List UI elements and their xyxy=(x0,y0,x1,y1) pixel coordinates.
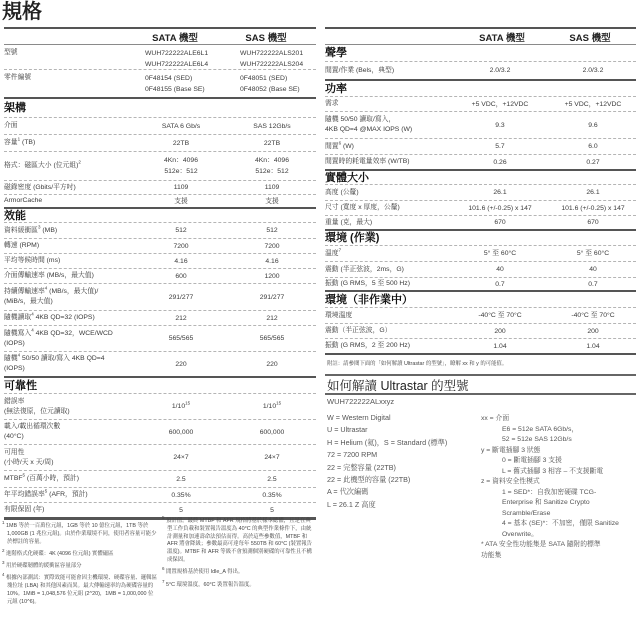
row-label xyxy=(325,112,412,138)
sata-value: 4.16 xyxy=(174,257,188,265)
footnote xyxy=(162,578,316,590)
row-label: 型號 xyxy=(4,49,18,56)
footnotes-left xyxy=(2,520,158,611)
spec-row xyxy=(4,471,316,488)
decode-subitem: 0 = 斷電插腳 3 支援 xyxy=(502,457,562,464)
label-text: (百萬小時，預計) xyxy=(25,475,80,482)
label-text: 50/50 讀取/寫入 4KB QD=4 xyxy=(20,355,105,362)
sas-value: 5 xyxy=(270,506,274,514)
row-label xyxy=(325,139,354,154)
row-label xyxy=(4,326,113,351)
row-label: 有限保固 (年) xyxy=(4,506,45,513)
row-label: 震動 (半正弦波，2ms，G) xyxy=(325,265,404,273)
sata-value xyxy=(145,70,245,97)
sata-value: 565/565 xyxy=(168,335,194,342)
label-line-2: (IOPS) xyxy=(4,365,25,372)
footnote-text: 用於硬碟韌體的緩衝區容量部分 xyxy=(6,563,82,570)
row-label: 振動 (G RMS，5 至 500 Hz) xyxy=(325,280,410,287)
model-decode-list-right xyxy=(481,414,640,561)
sata-value: +5 VDC，+12VDC xyxy=(471,100,529,108)
decode-subitem: L = 舊式插腳 3 相容 – 不支援斷電 xyxy=(502,467,604,475)
footnote-ref: 3 xyxy=(37,224,41,230)
footnote-number: 5 xyxy=(162,515,165,521)
sas-value: 40 xyxy=(589,266,597,273)
sas-value: 565/565 xyxy=(259,335,285,342)
sas-value: 5° 至 60°C xyxy=(576,250,610,257)
sata-value: 支援 xyxy=(174,197,188,205)
label-line-2: 4KB QD=4 @MAX IOPS (W) xyxy=(325,126,413,133)
decode-subitem: E6 = 512e SATA 6Gb/s， xyxy=(502,425,579,433)
sas-value: +5 VDC，+12VDC xyxy=(564,100,622,108)
value-text: 1/10 xyxy=(171,403,186,410)
sas-value: 24×7 xyxy=(264,454,280,461)
sas-value: 101.6 (+/-0.25) x 147 xyxy=(561,204,625,212)
sas-value: 600,000 xyxy=(259,428,285,436)
row-label xyxy=(4,394,70,419)
sata-value: SATA 6 Gb/s xyxy=(161,122,201,130)
spec-row xyxy=(4,181,316,195)
row-label xyxy=(4,135,35,151)
row-label: 磁錄密度 (Gbits/平方吋) xyxy=(4,183,76,191)
label-text: 容量 xyxy=(4,139,18,146)
sas-value: 212 xyxy=(266,314,278,322)
section-title: 架構 xyxy=(4,102,26,114)
footnote-number: 6 xyxy=(162,566,165,572)
row-label: 尺寸 (寬度 x 厚度，公釐) xyxy=(325,204,400,211)
sata-value: 0.35% xyxy=(171,491,191,499)
row-label: 重量 (克，最大) xyxy=(325,218,373,226)
spec-row xyxy=(325,216,636,229)
spec-row-model xyxy=(4,45,316,70)
sata-value: 5 xyxy=(179,506,183,514)
sas-model-2: WUH722222ALS204 xyxy=(240,61,304,68)
spec-row xyxy=(4,326,316,352)
spec-row xyxy=(325,339,636,353)
spec-row xyxy=(4,254,316,269)
label-text: 持續傳輸速率 xyxy=(4,288,45,295)
sata-value: -40°C 至 70°C xyxy=(478,312,522,319)
label-line-1: 隨機 50/50 讀取/寫入， xyxy=(325,116,396,123)
row-label: 閒置/作業 (Bels，典型) xyxy=(325,66,395,74)
spec-row xyxy=(4,223,316,239)
label-text: 隨機寫入 xyxy=(4,329,32,337)
label-line-2: (小時/天 x 天/周) xyxy=(4,458,54,466)
label-line-1: 載入/載出循環次數 xyxy=(4,423,61,430)
row-label: 介面傳輸速率 (MB/s，最大值) xyxy=(4,272,94,279)
footnote-ref: 2 xyxy=(78,159,81,165)
spec-row xyxy=(4,135,316,152)
sas-value: 220 xyxy=(266,360,278,368)
spec-row xyxy=(4,152,316,181)
sas-value: 1109 xyxy=(264,184,280,191)
sata-part-1: 0F48154 (SED) xyxy=(145,75,193,82)
sata-value: 5.7 xyxy=(495,143,505,150)
note-text: 附註：請參閱下面的「如何解讀 Ultrastar 的型號」，瞭解 xx 和 y 的可能值。 xyxy=(327,361,508,367)
label-text: 格式：磁區大小 (位元組) xyxy=(4,162,79,169)
footnote-text: 預計值。最終 MTBF 和 AFR 規格將基於樣本總體，且是在典型工作負載和裝置報告溫度為 40°C 的典型作業條件下，由統計測量和加速壽命法預估而得。高於這些參數值，MTBF 和 AFR 將會降級；參數最高可達每年 550TB 和 60°C (裝置報告溫度)。MTBF 和 AFR 等級不會預測個別硬碟的可靠性且不構成保固。 xyxy=(166,518,313,563)
decode-item: 72 = 7200 RPM xyxy=(327,450,378,460)
sas-value: SAS 12Gb/s xyxy=(253,122,291,130)
exponent: 15 xyxy=(276,400,282,406)
spec-row xyxy=(4,445,316,471)
sata-value: 7200 xyxy=(173,242,189,250)
footnote-text: 閒置規格基於使用 Idle_A 得出。 xyxy=(166,569,244,576)
decode-item: A = 代次編碼 xyxy=(327,487,369,497)
label-text: 隨機讀取 xyxy=(4,314,32,321)
row-label xyxy=(4,420,60,444)
section-heading-performance xyxy=(4,209,316,223)
decode-subitem: Overwrite。 xyxy=(502,530,538,538)
spec-row xyxy=(4,118,316,135)
sata-value: 5° 至 60°C xyxy=(483,250,517,257)
sata-value: 9.3 xyxy=(495,121,505,129)
sata-value: 670 xyxy=(494,219,506,226)
sata-value: 2.0/3.2 xyxy=(489,67,511,74)
spec-row xyxy=(325,97,636,112)
sata-value: 40 xyxy=(496,266,504,273)
label-text: 年平均錯誤率 xyxy=(4,491,45,498)
spec-row xyxy=(4,195,316,207)
decode-subitem: Enterprise 和 Sanitize Crypto xyxy=(502,499,590,506)
label-text: 溫度 xyxy=(325,249,339,257)
sas-value: 512 xyxy=(266,227,278,234)
spec-row xyxy=(325,201,636,216)
sas-value: 22TB xyxy=(263,139,281,147)
spec-row xyxy=(325,185,636,201)
sas-value: 0.7 xyxy=(588,280,598,288)
sas-value: 2.5 xyxy=(267,475,277,483)
section-title: 環境（非作業中） xyxy=(325,293,413,306)
sata-model-2: WUH722222ALE6L4 xyxy=(145,61,209,68)
decode-item: y = 斷電插腳 3 狀態 xyxy=(481,446,541,454)
row-label xyxy=(4,471,79,487)
label-text: MTBF xyxy=(4,475,23,482)
sas-value: 1.04 xyxy=(586,342,600,350)
section-title: 環境 (作業) xyxy=(325,232,380,244)
section-heading-environment-non-operating xyxy=(325,292,636,308)
footnote-number: 1 xyxy=(2,520,5,526)
footnote xyxy=(2,560,158,571)
spec-row xyxy=(325,278,636,290)
spec-row xyxy=(325,246,636,262)
value-line: 512e：512 xyxy=(164,168,198,175)
sas-value: 4.16 xyxy=(265,257,279,265)
label-text: 資料緩衝區 xyxy=(4,226,38,234)
row-label xyxy=(4,311,95,325)
sata-value: 22TB xyxy=(172,139,190,147)
spec-row xyxy=(4,284,316,311)
sas-value: 0.35% xyxy=(262,491,282,499)
model-decode-list-left xyxy=(327,412,447,511)
row-label xyxy=(4,488,88,502)
section-heading-physical-size xyxy=(325,171,636,185)
exponent: 15 xyxy=(185,400,191,406)
row-label: 環境溫度 xyxy=(325,311,353,319)
row-label xyxy=(4,223,57,238)
column-header-sas: SAS 機型 xyxy=(245,32,287,44)
decode-subitem: 52 = 512e SAS 12Gb/s xyxy=(502,436,572,443)
decode-subitem: 1 = SED*：自我加密硬碟 TCG- xyxy=(502,488,597,496)
footnote-ref: 6 xyxy=(338,140,342,146)
decode-item: z = 資料安全性模式 xyxy=(481,478,540,485)
sata-value: 24×7 xyxy=(173,454,189,461)
sas-value: 1200 xyxy=(264,272,280,280)
model-decode-heading: 如何解讀 Ultrastar 的型號 xyxy=(327,379,469,393)
row-label: 閒置時的耗電量效率 (W/TB) xyxy=(325,158,410,165)
divider xyxy=(325,353,636,355)
row-label: 介面 xyxy=(4,122,18,129)
row-label xyxy=(4,352,105,376)
row-label: 零件編號 xyxy=(4,74,32,81)
footnote-number: 2 xyxy=(2,548,5,554)
column-header-sas: SAS 機型 xyxy=(569,32,611,44)
spec-row xyxy=(4,488,316,503)
section-title: 可靠性 xyxy=(4,379,37,392)
footnote xyxy=(2,520,158,546)
footnote-ref: 5 xyxy=(22,472,26,478)
value-line: 4Kn：4096 xyxy=(254,157,289,164)
label-text: (TB) xyxy=(20,139,36,146)
decode-item: 22 = 此機型的容量 (22TB) xyxy=(327,475,411,485)
sas-value: 670 xyxy=(587,219,599,226)
footnote-number: 7 xyxy=(162,578,165,584)
decode-item: L = 26.1 Z 高度 xyxy=(327,499,376,509)
footnote-ref: 4 xyxy=(31,327,34,333)
row-label: 需求 xyxy=(325,100,339,107)
sata-part-2: 0F48155 (Base SE) xyxy=(145,86,205,93)
sata-value: 0.7 xyxy=(495,280,505,288)
footnote xyxy=(162,515,316,565)
footnote xyxy=(2,548,158,559)
section-heading-environment-operating xyxy=(325,231,636,246)
column-header-sata: SATA 機型 xyxy=(152,32,198,44)
label-line-2: (IOPS) xyxy=(4,339,25,347)
spec-row-part-number xyxy=(4,70,316,97)
label-text: 4KB QD=32，WCE/WCD xyxy=(33,329,113,337)
row-label xyxy=(325,246,341,261)
footnote-ref: 4 xyxy=(31,311,34,317)
spec-panel-left xyxy=(0,0,318,640)
spec-row xyxy=(325,139,636,155)
spec-panel-right xyxy=(325,0,640,640)
footnote-text: 1MB 等於一百萬位元組，1GB 等於 10 億位元組，1TB 等於 1,000GB (1 兆位元組)。由於作業環境不同，使用者容量可能少於標註的容量。 xyxy=(6,523,157,545)
label-line-2: (無法復原，位元讀取) xyxy=(4,407,70,415)
sata-value: 1109 xyxy=(173,184,189,191)
footnotes-right xyxy=(162,515,316,594)
label-line-1: 錯誤率 xyxy=(4,397,25,405)
row-label: 高度 (公釐) xyxy=(325,188,359,196)
sas-value: 2.0/3.2 xyxy=(582,67,604,74)
decode-footnote: * ATA 安全性功能集是 SATA 隨附的標準 xyxy=(481,541,601,548)
label-text: (W) xyxy=(341,142,354,150)
section-heading-acoustics xyxy=(325,45,636,62)
label-text: 閒置 xyxy=(325,142,339,150)
row-label: 轉速 (RPM) xyxy=(4,242,40,249)
decode-subitem: Scramble/Erase xyxy=(502,509,551,517)
footnote-text: 進階格式化硬碟：4K (4096 位元組) 實體磁區 xyxy=(6,550,114,557)
spec-row xyxy=(325,155,636,169)
sata-value: 0.26 xyxy=(493,158,507,166)
sas-value: 支援 xyxy=(265,197,279,205)
section-heading-power xyxy=(325,81,636,97)
footnote xyxy=(162,566,316,577)
section-heading-reliability xyxy=(4,378,316,394)
footnote-ref: 5 xyxy=(44,488,48,494)
footnote-number: 4 xyxy=(2,572,5,578)
sas-value: -40°C 至 70°C xyxy=(571,312,615,319)
label-line-2: (40°C) xyxy=(4,433,24,440)
page-title: 規格 xyxy=(2,1,42,23)
spec-row xyxy=(4,269,316,284)
sata-value: 1.04 xyxy=(493,342,507,350)
sas-value: 291/277 xyxy=(259,293,285,301)
spec-row xyxy=(325,262,636,278)
row-label: 平均等候時間 (ms) xyxy=(4,257,61,264)
sas-part-1: 0F48051 (SED) xyxy=(240,75,288,82)
footnote-ref: 4 xyxy=(17,352,21,358)
decode-subitem: 4 = 基本 (SE)*：不加密，僅限 Sanitize xyxy=(502,520,619,527)
model-code: WUH722222ALxxyz xyxy=(327,397,395,406)
row-label: 振動 (G RMS，2 至 200 Hz) xyxy=(325,342,410,349)
section-heading-architecture xyxy=(4,99,316,118)
row-label: ArmorCache xyxy=(4,197,43,204)
divider xyxy=(325,393,636,395)
value-line: 4Kn：4096 xyxy=(163,157,198,164)
section-title: 功率 xyxy=(325,82,347,95)
footnote-number: 3 xyxy=(2,560,5,566)
footnote-ref: 4 xyxy=(44,285,48,291)
sata-value xyxy=(131,394,231,419)
label-line-1: 可用性 xyxy=(4,448,25,456)
section-title: 效能 xyxy=(4,209,26,222)
footnote-text: 5°C 環境溫度，60°C 裝置報告溫度。 xyxy=(166,581,255,588)
sata-value: 512 xyxy=(175,227,187,234)
footnote-ref: 7 xyxy=(338,247,342,253)
spec-row xyxy=(325,62,636,79)
sas-part-2: 0F48052 (Base SE) xyxy=(240,86,300,93)
sata-value: 200 xyxy=(494,327,506,335)
sata-value: 600,000 xyxy=(168,428,194,436)
row-label: 震動（半正弦波，G） xyxy=(325,327,392,334)
label-line-2: (MiB/s，最大值) xyxy=(4,298,53,305)
spec-row xyxy=(4,394,316,420)
decode-item: 22 = 完整容量 (22TB) xyxy=(327,462,396,472)
spec-row xyxy=(325,308,636,324)
sas-value: 7200 xyxy=(264,242,280,250)
section-title: 實體大小 xyxy=(325,171,369,184)
sas-value: 9.6 xyxy=(588,121,598,129)
spec-row xyxy=(325,324,636,339)
sata-value: 212 xyxy=(175,314,187,322)
sata-value: 26.1 xyxy=(493,189,507,196)
label-text: (MB/s，最大值)/ xyxy=(47,288,99,295)
sata-value: 101.6 (+/-0.25) x 147 xyxy=(468,204,532,212)
section-title: 聲學 xyxy=(325,47,347,59)
row-label xyxy=(4,152,81,180)
row-label xyxy=(4,284,98,310)
sata-value: 600 xyxy=(175,272,187,280)
spec-row xyxy=(4,503,316,517)
sata-value xyxy=(131,152,231,180)
sata-value xyxy=(145,45,245,69)
label-text: 隨機 xyxy=(4,355,18,362)
sata-value: 220 xyxy=(175,360,187,368)
spec-row xyxy=(4,239,316,254)
sas-value xyxy=(222,152,322,180)
value-line: 512e：512 xyxy=(255,168,289,175)
sata-value: 291/277 xyxy=(168,293,194,301)
footnote xyxy=(2,572,158,606)
footnote-ref: 1 xyxy=(17,136,21,142)
spec-row xyxy=(4,352,316,376)
sas-model-1: WUH722222ALS201 xyxy=(240,50,304,57)
spec-row xyxy=(4,311,316,326)
sas-value xyxy=(222,394,322,419)
sas-value: 0.27 xyxy=(586,158,600,166)
spec-row xyxy=(325,112,636,139)
row-label xyxy=(4,445,53,470)
footnote-text: 根據內部測試：實際效能可能會因主機環境、硬碟容量、邏輯區塊位址 (LBA) 和其他因素而異。最大傳輸速率約為硬碟容量的 10%。1MiB = 1,048,576 位元組 (2^20)，1MB = 1,000,000 位元組 (10^6)。 xyxy=(6,575,157,605)
decode-item: U = Ultrastar xyxy=(327,425,368,435)
label-text: (AFR，預計) xyxy=(47,491,88,498)
spec-row xyxy=(4,420,316,445)
decode-item: H = Helium (氦)，S = Standard (標準) xyxy=(327,437,448,447)
decode-item: W = Western Digital xyxy=(327,413,391,422)
sas-value: 6.0 xyxy=(588,143,598,150)
value-text: 1/10 xyxy=(262,403,277,410)
label-text: 4KB QD=32 (IOPS) xyxy=(33,314,95,321)
sas-value: 26.1 xyxy=(586,189,600,196)
column-header-sata: SATA 機型 xyxy=(479,32,525,44)
decode-footnote: 功能集 xyxy=(481,551,502,559)
sata-model-1: WUH722222ALE6L1 xyxy=(145,50,209,57)
label-text: (MB) xyxy=(40,226,58,234)
decode-item: xx = 介面 xyxy=(481,415,510,422)
sata-value: 2.5 xyxy=(176,475,186,483)
sas-value: 200 xyxy=(587,327,599,335)
